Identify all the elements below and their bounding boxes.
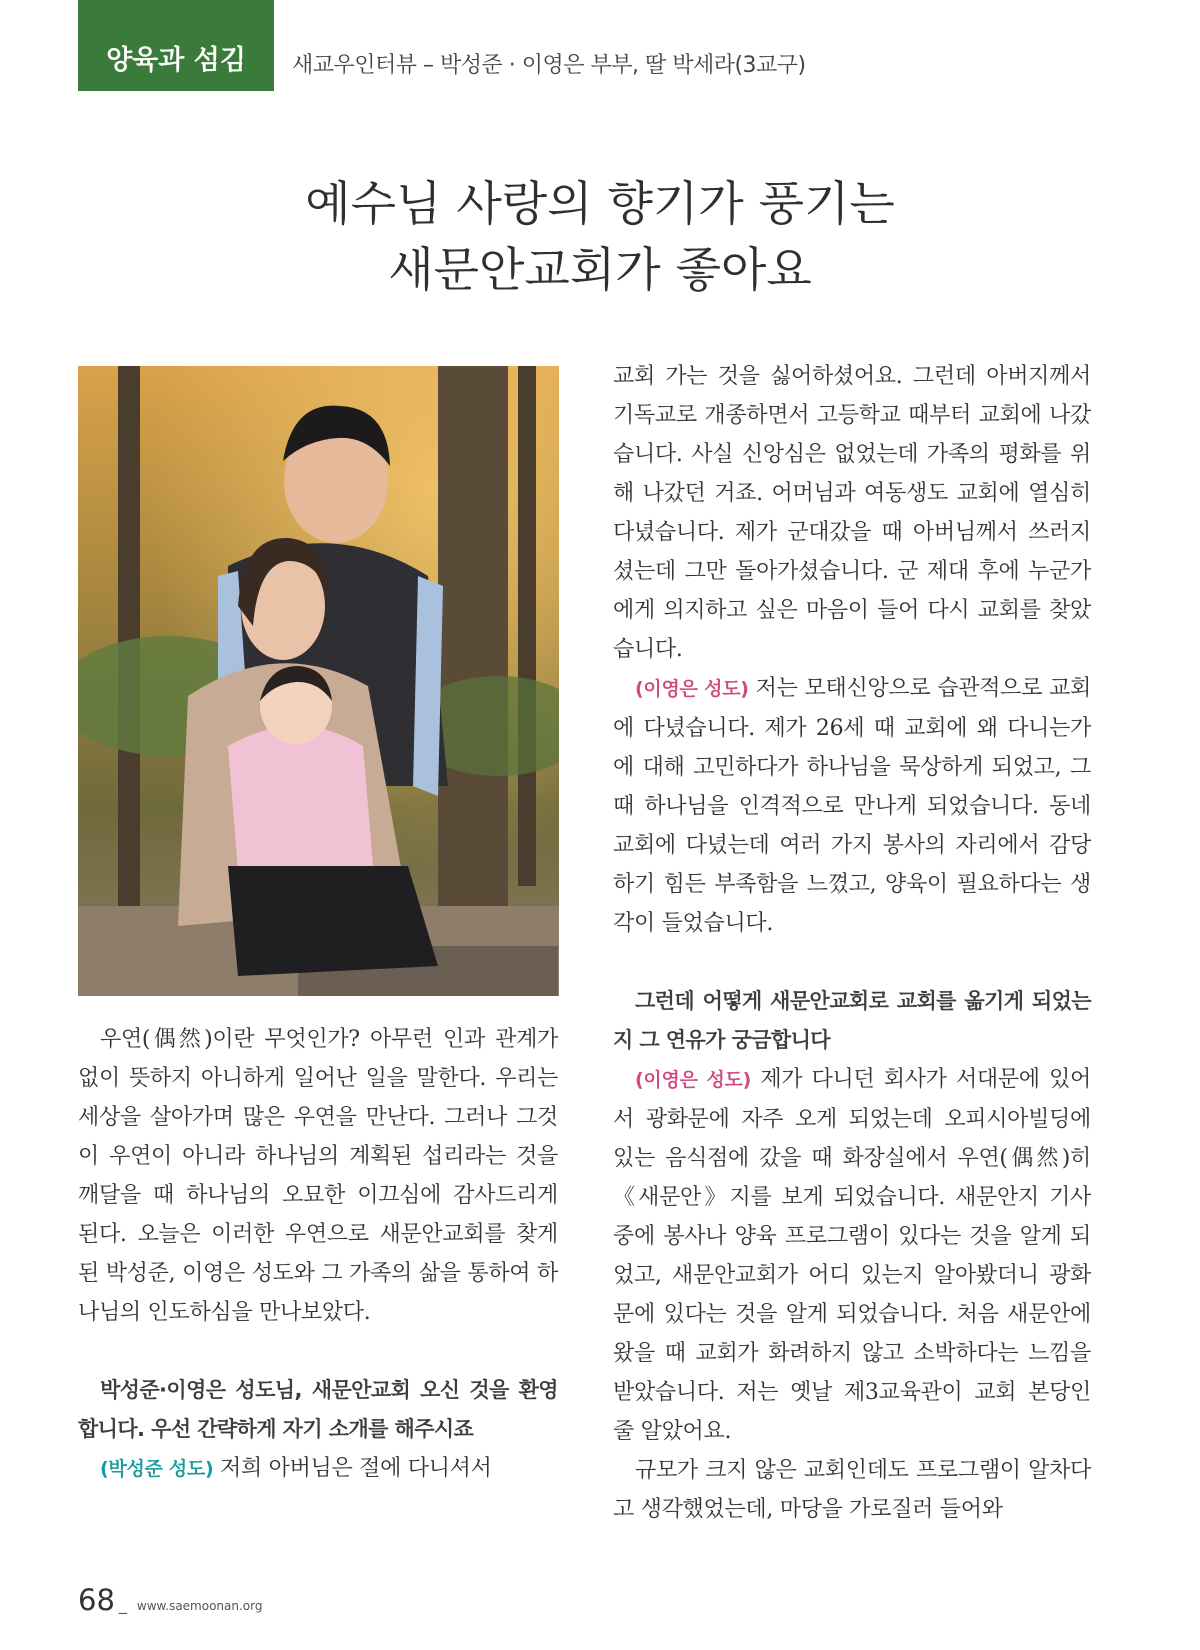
answer-paragraph-1	[78, 1449, 558, 1489]
title-line-2: 새문안교회가 좋아요	[388, 243, 812, 298]
right-column	[613, 357, 1091, 1529]
speaker-label: (박성준 성도)	[100, 1458, 214, 1480]
right-paragraph-1: 교회 가는 것을 싫어하셨어요. 그런데 아버지께서 기독교로 개종하면서 고등학교 때부터 교회에 나갔습니다. 사실 신앙심은 없었는데 가족의 평화를 위해 나갔던 거죠. 어머님과 여동생도 교회에 열심히 다녔습니다. 제가 군대갔을 때 아버님께서 쓰러지셨는데 그만 돌아가셨습니다. 군 제대 후에 누군가에게 의지하고 싶은 마음이 들어 다시 교회를 찾았습니다.	[613, 364, 1091, 662]
section-tag: 양육과 섬김	[78, 0, 274, 91]
interview-question-2: 그런데 어떻게 새문안교회로 교회를 옮기게 되었는지 그 연유가 궁금합니다	[613, 989, 1091, 1052]
paragraph-text: 저는 모태신앙으로 습관적으로 교회에 다녔습니다. 제가 26세 때 교회에 왜 다니는가에 대해 고민하다가 하나님을 묵상하게 되었고, 그때 하나님을 인격적으로 만나게 되었습니다. 동네교회에 다녔는데 여러 가지 봉사의 자리에서 감당하기 힘든 부족함을 느꼈고, 양육이 필요하다는 생각이 들었습니다.	[613, 676, 1091, 936]
spacer	[613, 943, 1091, 982]
intro-paragraph: 우연(偶然)이란 무엇인가? 아무런 인과 관계가 없이 뜻하지 아니하게 일어난 일을 말한다. 우리는 세상을 살아가며 많은 우연을 만난다. 그러나 그것이 우연이 아니라 하나님의 계획된 섭리라는 것을 깨달을 때 하나님의 오묘한 이끄심에 감사드리게 된다. 오늘은 이러한 우연으로 새문안교회를 찾게 된 박성준, 이영은 성도와 그 가족의 삶을 통하여 하나님의 인도하심을 만나보았다.	[78, 1027, 558, 1325]
page-number: 68	[78, 1583, 115, 1617]
speaker-label: (이영은 성도)	[635, 678, 749, 700]
family-photo-illustration	[78, 366, 559, 996]
section-subtitle: 새교우인터뷰 – 박성준 · 이영은 부부, 딸 박세라(3교구)	[292, 53, 806, 78]
interview-question-1: 박성준·이영은 성도님, 새문안교회 오신 것을 환영합니다. 우선 간략하게 자기 소개를 해주시죠	[78, 1378, 558, 1441]
paragraph-text: 제가 다니던 회사가 서대문에 있어서 광화문에 자주 오게 되었는데 오피시아빌딩에 있는 음식점에 갔을 때 화장실에서 우연(偶然)히 《새문안》지를 보게 되었습니다. 새문안지 기사 중에 봉사나 양육 프로그램이 있다는 것을 알게 되었고, 새문안교회가 어디 있는지 알아봤더니 광화문에 있다는 것을 알게 되었습니다. 처음 새문안에 왔을 때 교회가 화려하지 않고 소박하다는 느낌을 받았습니다. 저는 옛날 제3교육관이 교회 본당인 줄 알았어요.	[613, 1067, 1091, 1444]
spacer	[78, 1332, 558, 1371]
title-line-1: 예수님 사랑의 향기가 풍기는	[305, 177, 895, 232]
website-url: www.saemoonan.org	[136, 1599, 263, 1613]
right-paragraph-4: 규모가 크지 않은 교회인데도 프로그램이 알차다고 생각했었는데, 마당을 가로질러 들어와	[613, 1458, 1091, 1522]
family-photo	[78, 366, 559, 996]
article-title	[0, 172, 1200, 304]
left-column	[78, 1020, 558, 1489]
footer-separator: _	[118, 1595, 127, 1614]
right-paragraph-3	[613, 1060, 1091, 1451]
paragraph-text: 저희 아버님은 절에 다니셔서	[213, 1456, 492, 1481]
speaker-label: (이영은 성도)	[635, 1069, 751, 1091]
page-footer	[78, 1583, 262, 1617]
right-paragraph-2	[613, 669, 1091, 943]
